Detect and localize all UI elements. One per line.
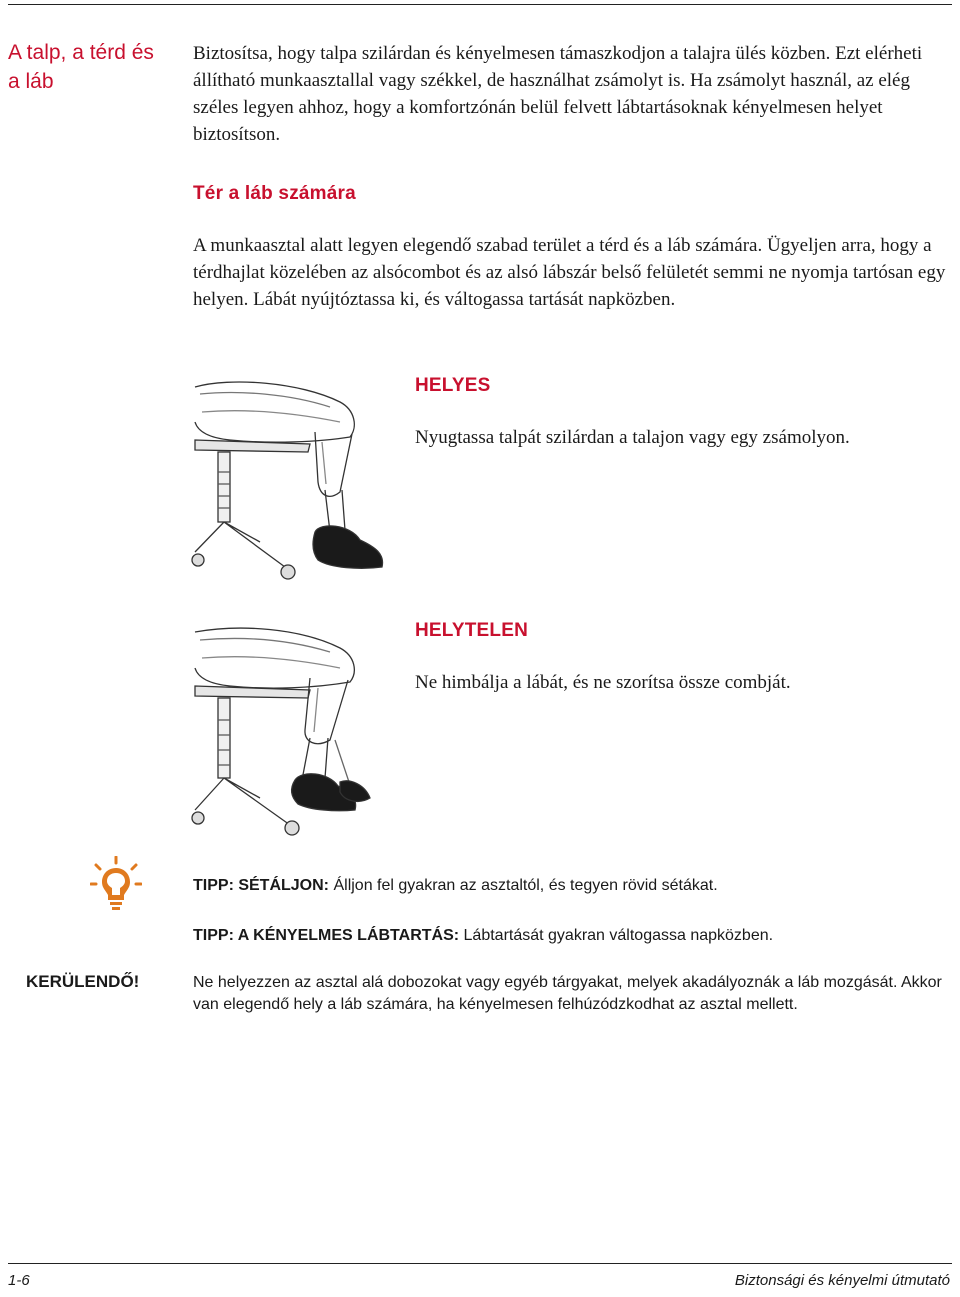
tip-posture-label: TIPP: A KÉNYELMES LÁBTARTÁS: [193,927,460,944]
page-number: 1-6 [8,1272,30,1289]
footer-rule [8,1263,952,1264]
guide-title: Biztonsági és kényelmi útmutató [734,1272,950,1289]
tip-posture-text: Lábtartását gyakran váltogassa napközben. [463,927,774,944]
section-heading: A talp, a térd és a láb [8,41,154,93]
incorrect-label: HELYTELEN [415,620,529,641]
tip-walk-text: Álljon fel gyakran az asztaltól, és tegyen rövid sétákat. [333,877,718,894]
correct-label: HELYES [415,375,491,396]
tip-posture [193,925,773,947]
correct-posture-illustration [190,372,390,582]
leg-space-heading: Tér a láb számára [193,183,356,204]
top-rule [8,4,952,5]
tip-walk [193,875,718,897]
lightbulb-icon [90,856,142,912]
intro-paragraph: Biztosítsa, hogy talpa szilárdan és kényelmesen támaszkodjon a talajra ülés közben. Ezt elérheti állítható munkaasztallal vagy székkel, de használhat zsámolyt is. Ha zsámolyt használ, az elég széles legyen ahhoz, hogy a komfortzónán belül felvett lábtartásoknak kényelmesen helyet biztosítson. [193,43,923,145]
incorrect-posture-illustration [190,620,390,840]
avoid-text: Ne helyezzen az asztal alá dobozokat vagy egyéb tárgyakat, melyek akadályoznák a láb mozgását. Akkor van elegendő hely a láb számára, ha kényelmesen felhúzódzkodhat az asztal mellett. [193,974,942,1013]
tip-walk-label: TIPP: SÉTÁLJON: [193,877,330,894]
correct-caption: Nyugtassa talpát szilárdan a talajon vagy egy zsámolyon. [415,427,850,448]
incorrect-caption: Ne himbálja a lábát, és ne szorítsa össze combját. [415,672,791,693]
avoid-label: KERÜLENDŐ! [26,972,140,991]
leg-space-paragraph: A munkaasztal alatt legyen elegendő szabad terület a térd és a láb számára. Ügyeljen arra, hogy a térdhajlat közelében az alsócombot és az alsó lábszár belső felületét semmi ne nyomja tartósan egy helyen. Lábát nyújtóztassa ki, és váltogassa tartását napközben. [193,235,946,310]
